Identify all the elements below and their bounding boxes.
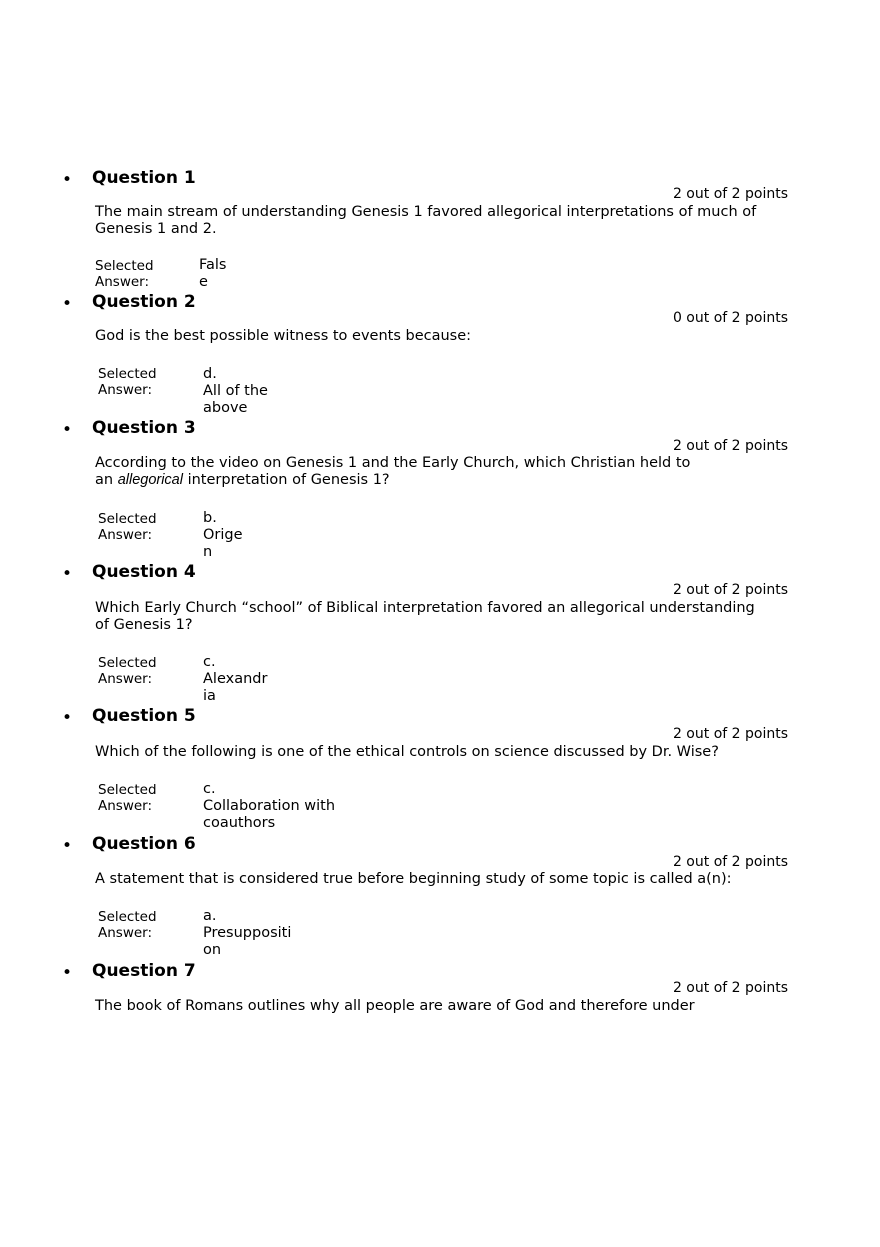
selected-answer-value: a. Presuppositi on bbox=[203, 908, 292, 958]
question-text: Which of the following is one of the ethical controls on science discussed by Dr. Wise? bbox=[95, 744, 719, 760]
selected-answer-label: Selected Answer: bbox=[98, 782, 157, 814]
selected-answer-value: b. Orige n bbox=[203, 510, 243, 560]
question-text: Which Early Church “school” of Biblical interpretation favored an allegorical understanding of Genesis 1? bbox=[95, 600, 755, 633]
question-title: Question 7 bbox=[92, 961, 196, 981]
selected-answer-value: c. Collaboration with coauthors bbox=[203, 781, 336, 831]
selected-answer-label: Selected Answer: bbox=[98, 655, 157, 687]
selected-answer-label: Selected Answer: bbox=[98, 511, 157, 543]
question-points: 2 out of 2 points bbox=[672, 726, 788, 742]
question-title: Question 2 bbox=[92, 292, 196, 312]
selected-answer-value: Fals e bbox=[199, 257, 227, 290]
selected-answer-label: Selected Answer: bbox=[98, 366, 157, 398]
question-text: The book of Romans outlines why all people are aware of God and therefore under bbox=[95, 998, 695, 1014]
question-text: God is the best possible witness to events because: bbox=[95, 328, 472, 344]
question-points: 2 out of 2 points bbox=[672, 186, 788, 202]
question-text: The main stream of understanding Genesis 1 favored allegorical interpretations of much of Genesis 1 and 2. bbox=[95, 204, 757, 237]
bullet: • bbox=[62, 708, 73, 728]
selected-answer-label: Selected Answer: bbox=[95, 258, 154, 290]
question-text: According to the video on Genesis 1 and the Early Church, which Christian held to an allegorical interpretation of Genesis 1? bbox=[95, 455, 691, 488]
question-title: Question 3 bbox=[92, 418, 196, 438]
question-points: 0 out of 2 points bbox=[672, 310, 788, 326]
bullet: • bbox=[62, 963, 73, 983]
question-title: Question 1 bbox=[92, 168, 196, 188]
bullet: • bbox=[62, 420, 73, 440]
bullet: • bbox=[62, 170, 73, 190]
question-text: A statement that is considered true before beginning study of some topic is called a(n): bbox=[95, 871, 732, 887]
selected-answer-value: c. Alexandr ia bbox=[203, 654, 268, 704]
question-points: 2 out of 2 points bbox=[672, 438, 788, 454]
question-points: 2 out of 2 points bbox=[672, 980, 788, 996]
bullet: • bbox=[62, 564, 73, 584]
question-title: Question 6 bbox=[92, 834, 196, 854]
selected-answer-label: Selected Answer: bbox=[98, 909, 157, 941]
bullet: • bbox=[62, 294, 73, 314]
selected-answer-value: d. All of the above bbox=[203, 366, 268, 416]
question-points: 2 out of 2 points bbox=[672, 582, 788, 598]
bullet: • bbox=[62, 836, 73, 856]
question-title: Question 5 bbox=[92, 706, 196, 726]
question-title: Question 4 bbox=[92, 562, 196, 582]
question-points: 2 out of 2 points bbox=[672, 854, 788, 870]
